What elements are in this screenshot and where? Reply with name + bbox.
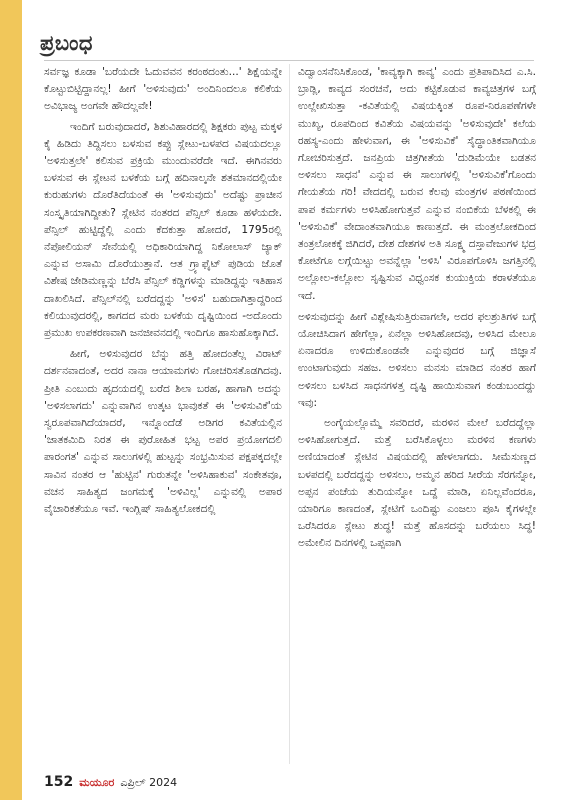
column-divider — [289, 64, 290, 764]
header-divider — [44, 60, 534, 61]
magazine-logo: ಮಯೂರ — [79, 776, 115, 789]
right-column — [298, 64, 536, 769]
left-column — [44, 64, 282, 769]
paragraph: ವಿದ್ವಾಂಸನೆನಿಸಿಕೊಂಡ, 'ಕಾವ್ಯಕ್ಕಾಗಿ ಕಾವ್ಯ' ಎಂದು ಪ್ರತಿಪಾದಿಸಿದ ಎ.ಸಿ. ಬ್ರಾಡ್ಲಿ, ಕಾವ್ಯದ ಸಂರಚನೆ, ಅದು ಕಟ್ಟಿಕೊಡುವ ಕಾವ್ಯಚಿತ್ರಗಳ ಬಗ್ಗೆ ಉಲ್ಲೇಖಿಸುತ್ತಾ -ಕವಿತೆಯಲ್ಲಿ ವಿಷಯಕ್ಕಿಂತ ರೂಪ-ನಿರೂಪಣೆಗಳೇ ಮುಖ್ಯ, ರೂಪದಿಂದ ಕವಿತೆಯ ವಿಷಯವನ್ನು 'ಅಳಿಸುವುದೇ' ಕಲೆಯ ರಹಸ್ಯ-ಎಂದು ಹೇಳುವಾಗ, ಈ 'ಅಳಿಸುವಿಕೆ' ಸೈದ್ಧಾಂತಿಕವಾಗಿಯೂ ಗೋಚರಿಸುತ್ತದೆ. ಜನಪ್ರಿಯ ಚಿತ್ರಗೀತೆಯ 'ದುಡಿಮೆಯೇ ಬಡತನ ಅಳಿಸಲು ಸಾಧನ' ಎನ್ನುವ ಈ ಸಾಲುಗಳಲ್ಲಿ 'ಅಳಿಸುವಿಕೆ'ಗೊಂದು ಗೇಯತೆಯ ಗರಿ! ವೇದದಲ್ಲಿ ಬರುವ ಕೆಲವು ಮಂತ್ರಗಳ ಪಠಣೆಯಿಂದ ಪಾಪ ಕರ್ಮಗಳು ಅಳಿಸಿಹೋಗುತ್ತವೆ ಎನ್ನುವ ನಂಬಿಕೆಯ ಬೆಳಕಲ್ಲಿ ಈ 'ಅಳಿಸುವಿಕೆ' ವೇದಾಂತವಾಗಿಯೂ ಕಾಣುತ್ತದೆ. ಈ ಮಂತ್ರಲೋಕದಿಂದ ತಂತ್ರಲೋಕಕ್ಕೆ ಜಿಗಿದರೆ, ದೇಶ ದೇಶಗಳ ಅತಿ ಸೂಕ್ಷ್ಮ ದಸ್ತಾವೇಜುಗಳ ಭದ್ರ ಕೋಟೆಗೂ ಲಗ್ಗೆಯಿಟ್ಟು ಅವನ್ನೆಲ್ಲಾ 'ಅಳಿಸಿ' ವಿರೂಪಗೊಳಿಸಿ ಜಗತ್ತಿನಲ್ಲಿ ಅಲ್ಲೋಲ-ಕಲ್ಲೋಲ ಸೃಷ್ಟಿಸುವ ವಿಧ್ವಂಸಕ ಕುಯುಕ್ತಿಯ ಕರಾಳತೆಯೂ ಇದೆ. — [298, 66, 536, 302]
page-footer — [44, 774, 177, 794]
section-title: ಪ್ರಬಂಧ — [40, 31, 93, 55]
issue-date: ಎಪ್ರಿಲ್ 2024 — [120, 776, 178, 789]
paragraph: ಸರ್ವಜ್ಞ ಕೂಡಾ 'ಬರೆಯದೇ ಓದುವವನ ಕರಂಠದಂತು...' ಶಿಕ್ಷೆಯನ್ನೇ ಕೊಟ್ಟುಬಿಟ್ಟಿದ್ದಾನಲ್ಲ! ಹೀಗೆ 'ಅಳಿಸುವುದು' ಅಂದಿನಿಂದಲೂ ಕಲಿಕೆಯ ಅವಿಭಾಜ್ಯ ಅಂಗವೇ ಹೌದಲ್ಲವೇ! — [44, 66, 282, 113]
paragraph: ಅಳಿಸುವುದನ್ನು ಹೀಗೆ ವಿಶ್ಲೇಷಿಸುತ್ತಿರುವಾಗಲೇ, ಅದರ ಫಲಶ್ರುತಿಗಳ ಬಗ್ಗೆ ಯೋಚಿಸಿದಾಗ ಹೇಗೆಲ್ಲಾ, ಏನೆಲ್ಲಾ ಅಳಿಸಿಹೋದವು, ಅಳಿಸಿದ ಮೇಲೂ ಏನಾದರೂ ಉಳಿದುಕೊಂಡವೇ ಎನ್ನುವುದರ ಬಗ್ಗೆ ಜಿಜ್ಞಾಸೆ ಉಂಟಾಗುವುದು ಸಹಜ. ಅಳಿಸಲು ಮನಸು ಮಾಡಿದ ನಂತರ ಹಾಗೆ ಅಳಿಸಲು ಬಳಸಿದ ಸಾಧನಗಳತ್ತ ದೃಷ್ಟಿ ಹಾಯಿಸುವಾಗ ಕಂಡುಬಂದದ್ದು ಇವು: — [298, 310, 536, 409]
section-header — [40, 26, 540, 62]
page-number: 152 — [44, 774, 74, 790]
paragraph: ಇಂದಿಗೆ ಬರುವುದಾದರೆ, ಶಿಶುವಿಹಾರದಲ್ಲಿ ಶಿಕ್ಷಕರು ಪುಟ್ಟ ಮಕ್ಕಳ ಕೈ ಹಿಡಿದು ತಿದ್ದಿಸಲು ಬಳಸುವ ಕಪ್ಪು ಸ್ಲೇಟು-ಬಳಪದ ವಿಷಯದಲ್ಲೂ 'ಅಳಿಸುತ್ತಲೇ' ಕಲಿಸುವ ಪ್ರಕ್ರಿಯೆ ಮುಂದುವರೆದೇ ಇದೆ. ಈಗಿನವರು ಬಳಸುವ ಈ ಸ್ಲೇಟನ ಬಳಕೆಯ ಬಗ್ಗೆ ಹದಿನಾಲ್ಕನೇ ಶತಮಾನದಲ್ಲಿಯೇ ಕುರುಹುಗಳು ದೊರೆತಿದೆಯಂತೆ ಈ 'ಅಳಿಸುವುದು' ಅದೆಷ್ಟು ಪ್ರಾಚೀನ ಸಂಸ್ಕೃತಿಯಾಗಿದ್ದೀತು? ಸ್ಲೇಟಿನ ನಂತರದ ಪೆನ್ಸಿಲ್ ಕೂಡಾ ಹಳೆಯದೇ. ಪೆನ್ಸಿಲ್ ಹುಟ್ಟಿದ್ದೆಲ್ಲಿ ಎಂದು ಕೆದಕುತ್ತಾ ಹೋದರೆ, 1795ರಲ್ಲಿ ನೆಪೋಲಿಯನ್ ಸೇನೆಯಲ್ಲಿ ಅಧಿಕಾರಿಯಾಗಿದ್ದ ನಿಕೋಲಾಸ್ ಜ್ಯಾಕ್ ಎನ್ನುವ ಅಸಾಮಿ ದೊರೆಯುತ್ತಾನೆ. ಆತ ಗ್ರ್ಯಾಫೈಟ್ ಪುಡಿಯ ಜೊತೆ ವಿಶೇಷ ಜೇಡಿಮಣ್ಣನ್ನು ಬೆರೆಸಿ ಪೆನ್ಸಿಲ್ ಕಡ್ಡಿಗಳನ್ನು ಮಾಡಿದ್ದನ್ನು ಇತಿಹಾಸ ದಾಖಲಿಸಿದೆ. ಪೆನ್ಸಿಲ್‌ನಲ್ಲಿ ಬರೆದದ್ದನ್ನು 'ಅಳಿಸ' ಬಹುದಾಗಿತ್ತಾದ್ದರಿಂದ ಕಲಿಯುವುದರಲ್ಲಿ, ಕಾಗದದ ಮರು ಬಳಕೆಯ ದೃಷ್ಟಿಯಿಂದ -ಅದೊಂದು ಪ್ರಮುಖ ಉಪಕರಣವಾಗಿ ಜನಜೀವನದಲ್ಲಿ ಇಂದಿಗೂ ಹಾಸುಹೊಕ್ಕಾಗಿದೆ. — [44, 120, 282, 340]
paragraph: ಅಂಗೈಯಲ್ಲೊಮ್ಮೆ ಸವರಿದರೆ, ಮರಳಿನ ಮೇಲೆ ಬರೆದದ್ದೆಲ್ಲಾ ಅಳಿಸಿಹೋಗುತ್ತದೆ. ಮತ್ತೆ ಬರೆಸಿಕೊಳ್ಳಲು ಮರಳಿನ ಕಣಗಳು ಅಣಿಯಾದಂತೆ ಸ್ಲೇಟಿನ ವಿಷಯದಲ್ಲಿ ಹೇಳಲಾಗದು. ಸೀಮೆಸುಣ್ಣದ ಬಳಪದಲ್ಲಿ ಬರೆದದ್ದನ್ನು ಅಳಿಸಲು, ಅಮ್ಮನ ಹರಿದ ಸೀರೆಯ ಸೆರಗನ್ನೋ, ಅಪ್ಪನ ಪಂಚೆಯ ತುದಿಯನ್ನೋ ಒದ್ದೆ ಮಾಡಿ, ಏನಿಲ್ಲವೆಂದರೂ, ಯಾರಿಗೂ ಕಾಣದಂತೆ, ಸ್ಲೇಟಿಗೆ ಒಂದಿಷ್ಟು ಎಂಜಲು ಪೂಸಿ ಕೈಗಳಲ್ಲೇ ಒರೆಸಿದರೂ ಸ್ಲೇಟು ಶುದ್ಧ! ಮತ್ತೆ ಹೊಸದನ್ನು ಬರೆಯಲು ಸಿದ್ಧ! ಅಮೇಲಿನ ದಿನಗಳಲ್ಲಿ ಒಪ್ಪವಾಗಿ — [298, 417, 536, 550]
accent-bar — [0, 0, 22, 800]
paragraph: ಹೀಗೆ, ಅಳಿಸುವುದರ ಬೆನ್ನು ಹತ್ತಿ ಹೋದಂತೆಲ್ಲ ವಿರಾಟ್ ದರ್ಶನವಾದಂತೆ, ಅದರ ನಾನಾ ಆಯಾಮಗಳು ಗೋಚರಿಸತೊಡಗಿದವು. ಪ್ರೀತಿ ಎಂಬುದು ಹೃದಯದಲ್ಲಿ ಬರೆದ ಶಿಲಾ ಬರಹ, ಹಾಗಾಗಿ ಅದನ್ನು 'ಅಳಿಸಲಾಗದು' ಎನ್ನುವಾಗಿನ ಉತ್ಕಟ ಭಾವುಕತೆ ಈ 'ಅಳಿಸುವಿಕೆ'ಯ ಸ್ವರೂಪವಾಗಿದೆಯಾದರೆ, ಇನ್ನೊಂದೆಡೆ ಅಡಿಗರ ಕವಿತೆಯಲ್ಲಿನ 'ಜಾತಕಮಿದಿ ನಿರತ ಈ ಪುರೋಹಿತ ಭಟ್ಟ ಅಪರ ಪ್ರಯೋಗದಲಿ ಪಾರಂಗತ' ಎನ್ನುವ ಸಾಲುಗಳಲ್ಲಿ ಹುಟ್ಟನ್ನು ಸಂಭ್ರಮಿಸುವ ಪಕ್ಷಪಕ್ಕದಲ್ಲೇ ಸಾವಿನ ನಂತರ ಆ 'ಹುಟ್ಟಿನ' ಗುರುತನ್ನೇ 'ಅಳಿಸಿಹಾಕುವ' ಸಂಕೇತವೂ, ವಚನ ಸಾಹಿತ್ಯದ ಜಂಗಮಕ್ಕೆ 'ಅಳಿವಿಲ್ಲ' ಎನ್ನುವಲ್ಲಿ ಅಪಾರ ವೈಚಾರಿಕತೆಯೂ ಇವೆ. ಇಂಗ್ಲಿಷ್ ಸಾಹಿತ್ಯಲೋಕದಲ್ಲಿ — [44, 348, 282, 516]
